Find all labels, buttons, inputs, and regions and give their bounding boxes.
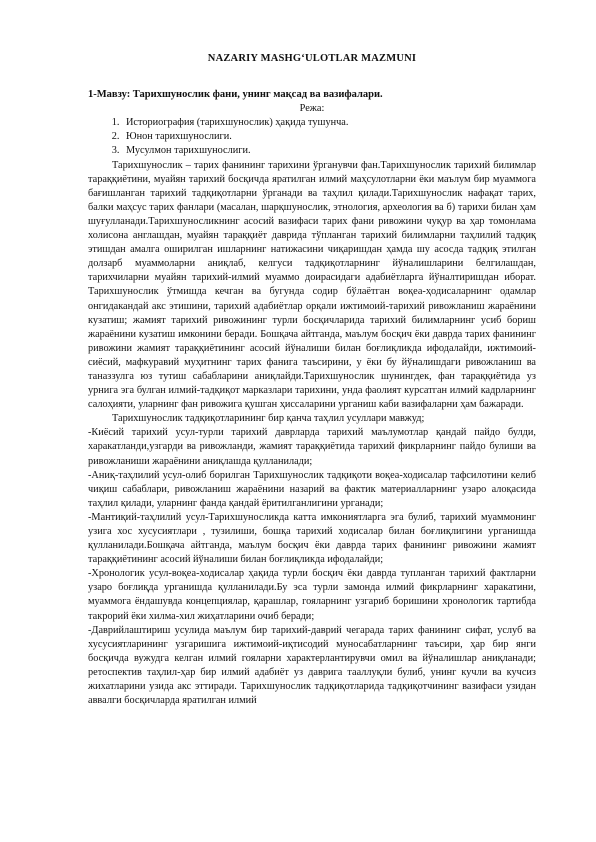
plan-item: 3. Мусулмон тарихшунослиги. [122, 144, 536, 158]
plan-item: 1. Историография (тарихшунослик) ҳақида тушунча. [122, 116, 536, 130]
method-paragraph: -Даврийлаштириш усулида маълум бир тарихий-даврий чегарада тарих фанининг сифат, услуб ва хусусиятларининг узгаришига ижтимоий-иқтисодий муносабатларнинг таъсири, ҳар бир янги босқичда вужудга келган илмий гояларни характерлантирувчи омил ва йўналишлар аниқланади; ретоспектив таҳлил-ҳар бир илмий адабиёт уз даврига тааллуқли булиб, унинг кучли ва кучсиз жихатларини узида акс эттиради. Тарихшунослик тадқиқотларида тадқиқотчининг вазифаси узидан аввалги босқичларда яратилган илмий [88, 624, 536, 707]
method-paragraph: -Киёсий тарихий усул-турли тарихий даврларда тарихий маълумотлар қандай пайдо булди, харакатланди,узгарди ва ривожланди, жамият тараққиётида тарихий фикрларнинг пайдо булиши ва ривожланиши жараёнини аниқлашда қулланилади; [88, 427, 536, 467]
method-paragraph: -Мантиқий-таҳлилий усул-Тарихшуносликда катта имкониятларга эга булиб, тарихий муаммонинг узига хос хусусиятлари , тузилиши, бошқа тарихий ходисалар билан боғлиқлигини урганишда қулланилади.Бошқача айтганда, маълум босқич ёки даврда тарих фанининг ривожини жамият тараққиётининг асосий йўналиши билан боғлиқликда ифодалайди; [88, 511, 536, 566]
plan-label: Режа: [299, 103, 325, 115]
body-paragraph: Тарихшунослик тадқиқотларининг бир қанча таҳлил усуллари мавжуд; [112, 413, 425, 425]
body-paragraph: Тарихшунослик – тарих фанининг тарихини ўрганувчи фан.Тарихшунослик тарихий билимлар тараққиётини, муайян тарихий босқичда яратилган илмий маҳсулотларни ёки маълум бир муаммога бағишланган тарихий тадқиқотларни ўрганади ва таҳлил қилади.Тарихшунослик нафақат тарих, балки маҳсус тарих фанлари (масалан, шарқшунослик, этнология, археология ва б) тарихи билан ҳам шуғулланади.Тарихшуносликнинг асосий вазифаси тарих фани ривожини чуқур ва ҳар томонлама холисона англашдан, муайян тараққиёт даврида тўпланган тарихий билимларни таҳлилий тадқиқ этишдан амалга оширилган ишларнинг натижасини чиқаришдан ҳамда шу асосда тадқиқ этилган долзарб муаммоларни аниқлаб, келгуси тадқиқотларнинг йўналишларини белгилашдан, тарихчиларни муайян тарихий-илмий муаммо доирасидаги адабиётларга йўналтиришдан иборат. Тарихшунослик ўтмишда кечган ва бугунда содир бўлаётган воқеа-ҳодисаларнинг одамлар онгидакандай акс этишини, тарихий адабиётлар орқали ижтимоий-тарихий ривожланиш жараёнини кузатиш; жамият тарихий ривожининг турли босқичларида тарихий билимларнинг усиб бориш жараёнини кузатиш имконини беради. Бошқача айтганда, маълум босқич ёки даврда тарих фанининг ривожини жамият тараққиётининг асосий йўналиши билан боғлиқликда ифодалайди, ижтимоий-сиёсий, мафкуравий муҳитнинг тарих фанига таъсирини, у ёки бу йўналишдаги ривожланиш ва таназзулга юз тутиш сабабларини аниқлайди.Тарихшунослик шунингдек, фан тараққиётида уз урнига эга булган илмий-тадқиқот марказлари тарихини, унда фаолият курсатган илмий кадрларнинг салоҳияти, уларнинг фан ривожига қушган ҳиссаларини урганиш каби вазифаларни ҳам бажаради. [88, 159, 536, 411]
page-title: NAZARIY MASHG‘ULOTLAR MAZMUNI [207, 53, 417, 64]
method-paragraph: -Аниқ-таҳлилий усул-олиб борилган Тарихшунослик тадқиқоти воқеа-ходисалар тафсилотини келиб чиқиш сабаблари, ривожланиш жараёнини назарий ва фактик материалларнинг узаро алоқасида таҳлил қилади, уларнинг фанда қандай ёритилганлигини урганади; [88, 469, 536, 509]
topic-heading: 1-Мавзу: Тарихшунослик фани, унинг мақсад ва вазифалари. [88, 89, 383, 101]
plan-item: 2. Юнон тарихшунослиги. [122, 130, 536, 144]
plan-list [88, 116, 536, 158]
method-paragraph: -Хронологик усул-воқеа-ходисалар ҳақида турли босқич ёки даврда тупланган тарихий фактларни узаро боғлиқда урганишда қулланилади.Бу эса турли замонда илмий фикрларнинг харакатини, муаммога ёндашувда концепциялар, қарашлар, гояларнинг узгариб боришини хронологик тартибда такрорий ёки хилма-хил жиҳатларини очиб беради; [88, 568, 536, 622]
